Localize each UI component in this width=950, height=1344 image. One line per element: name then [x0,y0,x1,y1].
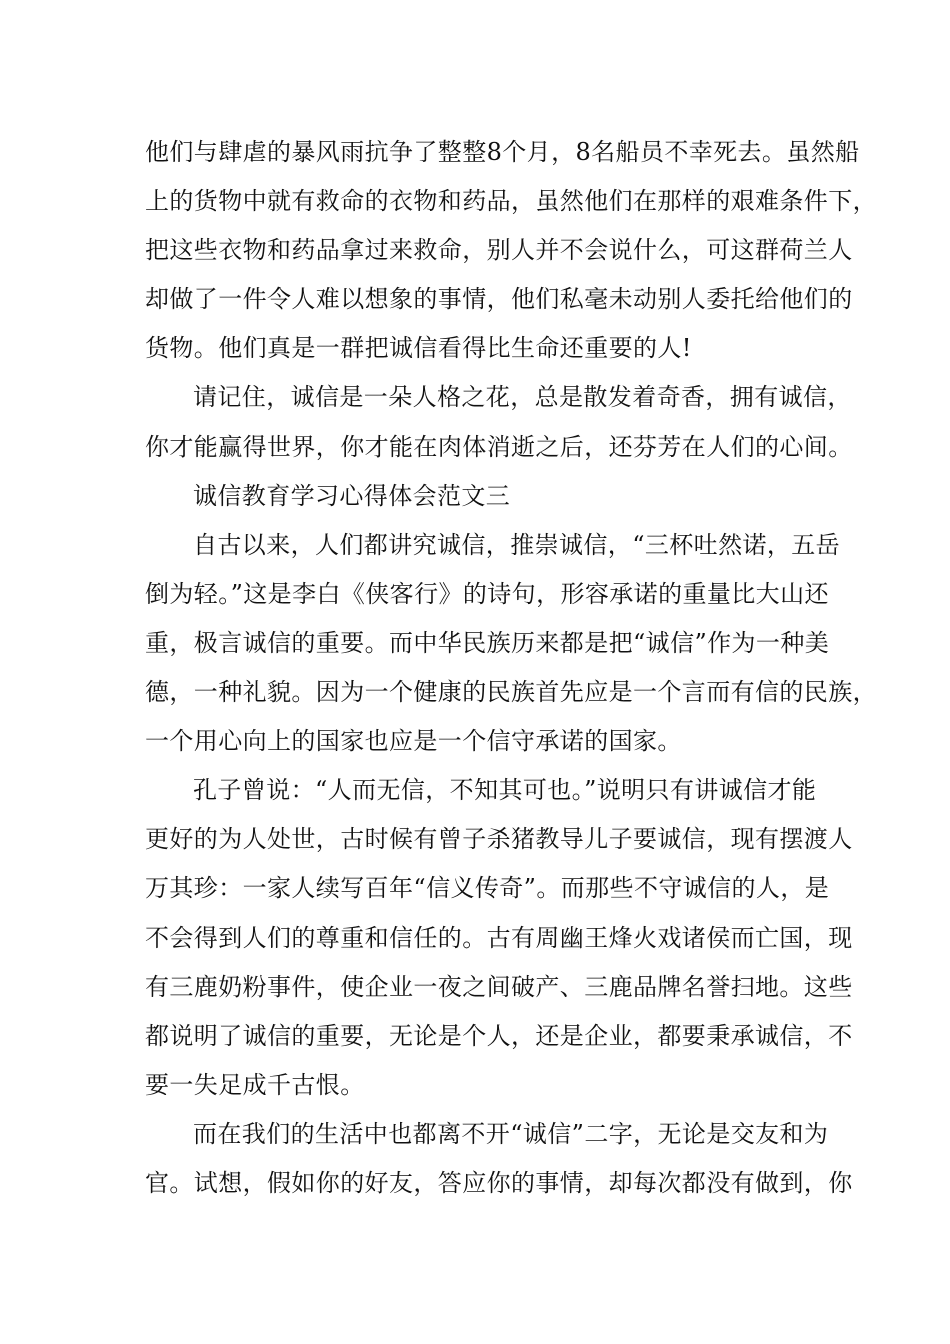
text-line: 却做了一件令人难以想象的事情，他们私毫未动别人委托给他们的 [145,285,853,314]
text-line: 倒为轻。”这是李白《侠客行》的诗句，形容承诺的重量比大山还 [145,579,829,608]
text-line: 更好的为人处世，古时候有曾子杀猪教导儿子要诚信，现有摆渡人 [145,825,853,854]
text-line: 有三鹿奶粉事件，使企业一夜之间破产、三鹿品牌名誉扫地。这些 [145,972,853,1001]
text-line: 孔子曾说：“人而无信，不知其可也。”说明只有讲诚信才能 [193,776,817,805]
text-line: 把这些衣物和药品拿过来救命，别人并不会说什么，可这群荷兰人 [145,236,853,265]
document-body [145,128,877,1208]
text-line: 你才能赢得世界，你才能在肉体消逝之后，还芬芳在人们的心间。 [145,432,853,461]
text-line: 重，极言诚信的重要。而中华民族历来都是把“诚信”作为一种美 [145,628,830,657]
text-line: 一个用心向上的国家也应是一个信守承诺的国家。 [145,727,682,756]
text-line: 货物。他们真是一群把诚信看得比生命还重要的人! [145,334,692,363]
text-line: 请记住，诚信是一朵人格之花，总是散发着奇香，拥有诚信， [193,383,852,412]
text-line: 自古以来，人们都讲究诚信，推崇诚信，“三杯吐然诺，五岳 [193,530,841,559]
text-line: 都说明了诚信的重要，无论是个人，还是企业，都要秉承诚信，不 [145,1021,853,1050]
text-line: 万其珍：一家人续写百年“信义传奇”。而那些不守诚信的人，是 [145,874,830,903]
text-line: 而在我们的生活中也都离不开“诚信”二字，无论是交友和为 [193,1119,829,1148]
text-line: 他们与肆虐的暴风雨抗争了整整8个月，8名船员不幸死去。虽然船 [145,138,860,166]
text-line: 德，一种礼貌。因为一个健康的民族首先应是一个言而有信的民族， [145,678,877,707]
text-line: 官。试想，假如你的好友，答应你的事情，却每次都没有做到，你 [145,1168,853,1197]
section-heading: 诚信教育学习心得体会范文三 [193,481,511,510]
text-line: 上的货物中就有救命的衣物和药品，虽然他们在那样的艰难条件下， [145,187,877,216]
text-line: 要一失足成千古恨。 [145,1070,365,1099]
text-line: 不会得到人们的尊重和信任的。古有周幽王烽火戏诸侯而亡国，现 [145,923,853,952]
